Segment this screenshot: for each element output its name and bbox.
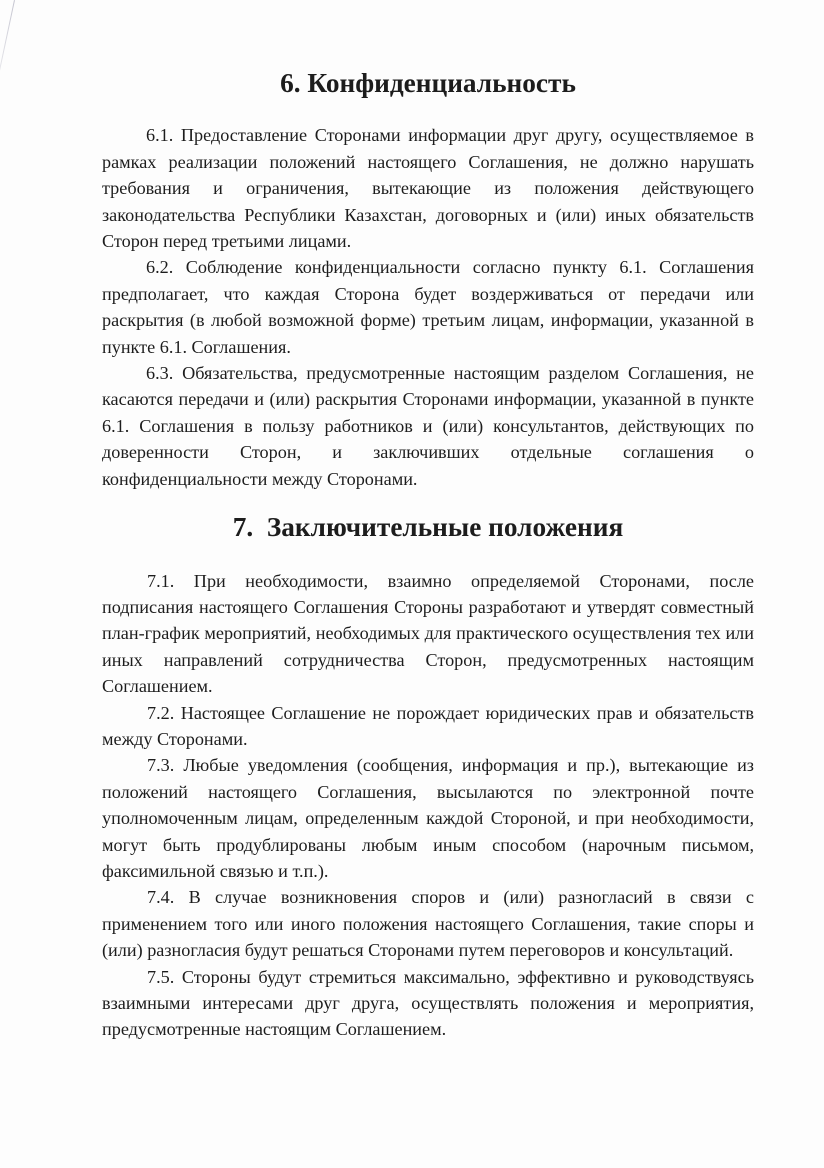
clause-7-3: 7.3. Любые уведомления (сообщения, информация и пр.), вытекающие из положений настоящего Соглашения, высылаются по электронной почте уполномоченным лицам, определенным каждой Стороной, и при необходимости, могут быть продублированы любым иным способом (нарочным письмом, факсимильной связью и т.п.). (102, 755, 754, 881)
section-6-title: 6. Конфиденциальность (280, 68, 576, 98)
clause-6-2: 6.2. Соблюдение конфиденциальности согласно пункту 6.1. Соглашения предполагает, что каждая Сторона будет воздерживаться от передачи или раскрытия (в любой возможной форме) третьим лицам, информации, указанной в пункте 6.1. Соглашения. (102, 257, 754, 357)
section-7-title: 7. Заключительные положения (232, 512, 624, 543)
clause-7-4: 7.4. В случае возникновения споров и (или) разногласий в связи с применением того или иного положения настоящего Соглашения, такие споры и (или) разногласия будут решаться Сторонами путем переговоров и консультаций. (102, 887, 754, 961)
clause-6-1: 6.1. Предоставление Сторонами информации друг другу, осуществляемое в рамках реализации положений настоящего Соглашения, не должно нарушать требования и ограничения, вытекающие из положения действующего законодательства Республики Казахстан, договорных и (или) иных обязательств Сторон перед третьими лицами. (102, 125, 754, 252)
clause-7-2: 7.2. Настоящее Соглашение не порождает юридических прав и обязательств между Сторонами. (102, 702, 754, 749)
document-body (102, 70, 754, 1043)
section-final-provisions (102, 514, 754, 1043)
section-confidentiality (102, 70, 754, 492)
scan-edge-mark (0, 0, 15, 118)
clause-7-5: 7.5. Стороны будут стремиться максимально, эффективно и руководствуясь взаимными интересами друг друга, осуществлять положения и мероприятия, предусмотренные настоящим Соглашением. (102, 966, 754, 1040)
clause-7-1: 7.1. При необходимости, взаимно определяемой Сторонами, после подписания настоящего Соглашения Стороны разработают и утвердят совместный план-график мероприятий, необходимых для практического осуществления тех или иных направлений сотрудничества Сторон, предусмотренных настоящим Соглашением. (102, 570, 754, 697)
clause-6-3: 6.3. Обязательства, предусмотренные настоящим разделом Соглашения, не касаются передачи и (или) раскрытия Сторонами информации, указанной в пункте 6.1. Соглашения в пользу работников и (или) консультантов, действующих по доверенности Сторон, и заключивших отдельные соглашения о конфиденциальности между Сторонами. (102, 363, 754, 489)
